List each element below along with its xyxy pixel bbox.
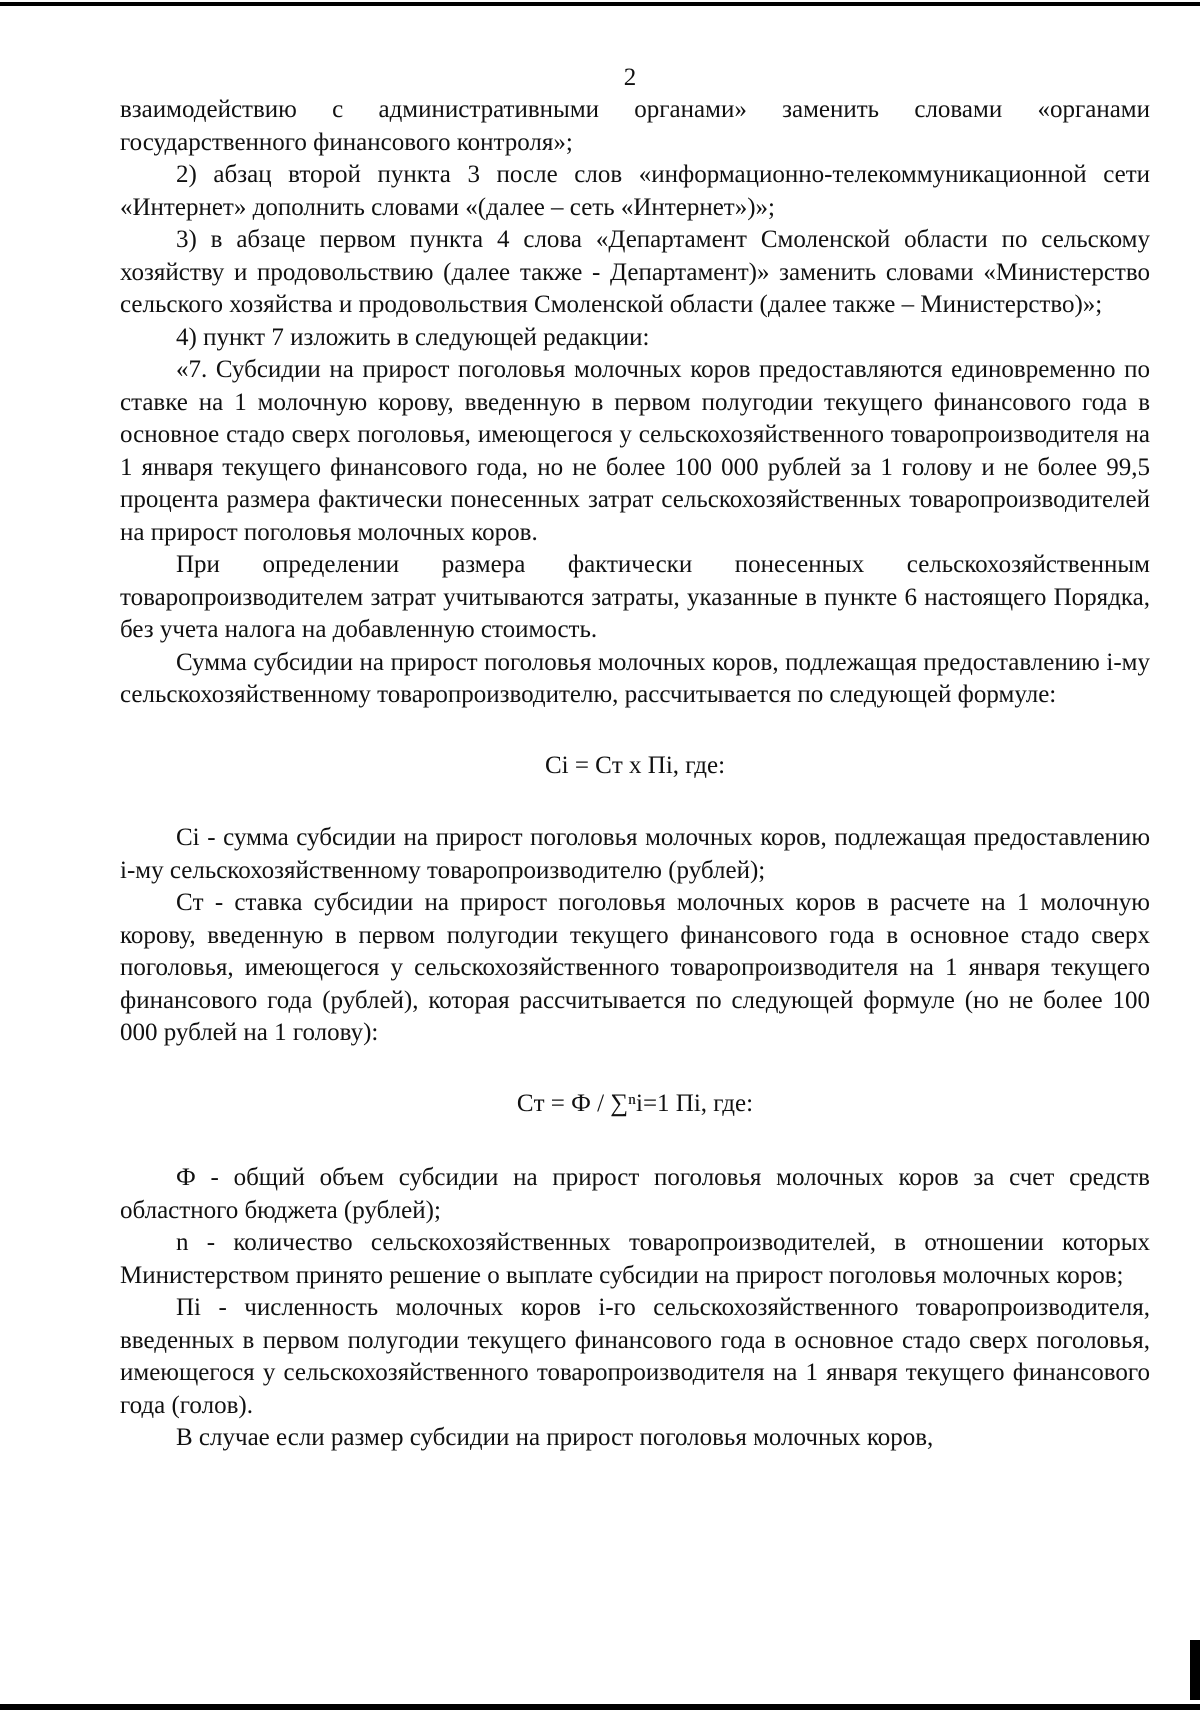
paragraph-7: Сумма субсидии на прирост поголовья молочных коров, подлежащая предоставлению i-му сельскохозяйственному товаропроизводителю, рассчитывается по следующей формуле: xyxy=(120,648,1150,708)
page-number: 2 xyxy=(623,64,637,91)
definition-ci: Ci - сумма субсидии на прирост поголовья молочных коров, подлежащая предоставлению i-му сельскохозяйственному товаропроизводителю (рублей); xyxy=(120,824,1150,884)
paragraph-3: 3) в абзаце первом пункта 4 слова «Департамент Смоленской области по сельскому хозяйству и продовольствию (далее также - Департамент)» заменить словами «Министерство сельского хозяйства и продовольствия Смоленской области (далее также – Министерство)»; xyxy=(120,226,1150,318)
definition-ct: Cт - ставка субсидии на прирост поголовья молочных коров в расчете на 1 молочную корову, введенную в первом полугодии текущего финансового года в основное стадо сверх поголовья, имеющегося у сельскохозяйственного товаропроизводителя на 1 января текущего финансового года (рублей), которая рассчитывается по следующей формуле (но не более 100 000 рублей на 1 голову): xyxy=(120,889,1150,1046)
document-body xyxy=(120,94,1150,1455)
paragraph-6: При определении размера фактически понесенных сельскохозяйственным товаропроизводителем затрат учитываются затраты, указанные в пункте 6 настоящего Порядка, без учета налога на добавленную стоимость. xyxy=(120,551,1150,643)
paragraph-4: 4) пункт 7 изложить в следующей редакции: xyxy=(176,323,650,351)
definition-pi: Пi - численность молочных коров i-го сельскохозяйственного товаропроизводителя, введенных в первом полугодии текущего финансового года в основное стадо сверх поголовья, имеющегося у сельскохозяйственного товаропроизводителя на 1 января текущего финансового года (голов). xyxy=(120,1294,1150,1419)
paragraph-last: В случае если размер субсидии на прирост поголовья молочных коров, xyxy=(176,1424,934,1451)
definition-n: n - количество сельскохозяйственных товаропроизводителей, в отношении которых Министерством принято решение о выплате субсидии на прирост поголовья молочных коров; xyxy=(120,1229,1150,1289)
formula-ct: Cт = Ф / ∑ⁿi=1 Пi, где: xyxy=(516,1089,754,1117)
definition-f: Ф - общий объем субсидии на прирост поголовья молочных коров за счет средств областного бюджета (рублей); xyxy=(120,1164,1150,1224)
scan-mark-right xyxy=(1190,1640,1200,1700)
paragraph-5: «7. Субсидии на прирост поголовья молочных коров предоставляются единовременно по ставке на 1 молочную корову, введенную в первом полугодии текущего финансового года в основное стадо сверх поголовья, имеющегося у сельскохозяйственного товаропроизводителя на 1 января текущего финансового года, но не более 100 000 рублей за 1 голову и не более 99,5 процента размера фактически понесенных затрат сельскохозяйственных товаропроизводителей на прирост поголовья молочных коров. xyxy=(120,356,1150,546)
paragraph-2: 2) абзац второй пункта 3 после слов «информационно-телекоммуникационной сети «Интернет» дополнить словами «(далее – сеть «Интернет»)»; xyxy=(120,161,1150,221)
scan-border-top xyxy=(0,2,1200,6)
paragraph-1: взаимодействию с административными органами» заменить словами «органами государственного финансового контроля»; xyxy=(120,96,1150,156)
scan-border-bottom xyxy=(0,1704,1200,1710)
formula-ci: Ci = Cт х Пi, где: xyxy=(544,751,726,779)
